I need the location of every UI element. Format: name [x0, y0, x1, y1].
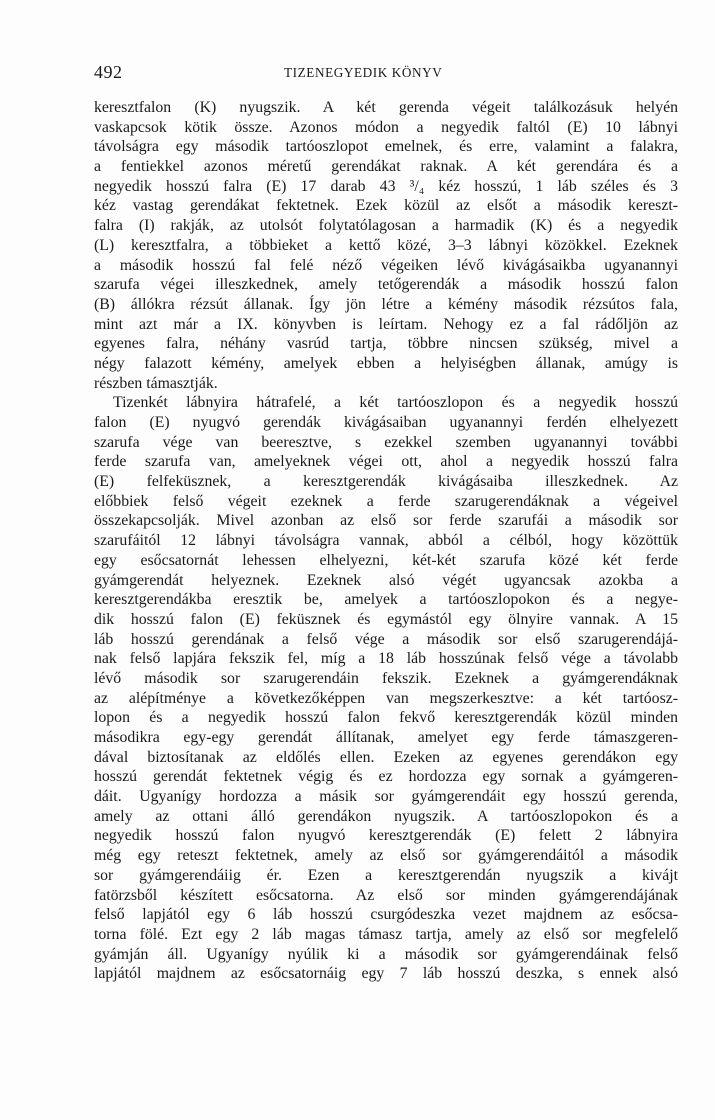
text-line: távolságra egy második tartóoszlopot emelnek, és erre, valamint a falakra, [94, 138, 678, 156]
text-line: ferde szarufa van, amelyeknek végei ott, ahol a negyedik hosszú falra [94, 453, 678, 471]
book-title: TIZENEGYEDIK KÖNYV [284, 65, 443, 80]
text-line: (L) keresztfalra, a többieket a kettő közé, 3–3 lábnyi közökkel. Ezeknek [94, 236, 678, 254]
text-line: összekapcsolják. Mivel azonban az első sor ferde szarufái a második sor [94, 512, 678, 530]
text-line: dával biztosítanak az eldőlés ellen. Ezeken az egyenes gerendákon egy [94, 748, 678, 766]
text-line: szarufáitól 12 lábnyi távolságra vannak, abból a célból, hogy közöttük [94, 532, 678, 550]
text-line: negyedik hosszú falon nyugvó keresztgerendák (E) felett 2 lábnyira [94, 827, 678, 845]
text-line: sor gyámgerendáiig ér. Ezen a keresztgerendán nyugszik a kivájt [94, 866, 678, 884]
text-line: szarufa vége van beeresztve, s ezekkel szemben ugyanannyi további [94, 433, 678, 451]
body-text [94, 98, 678, 984]
text-line: felső lapjától egy 6 láb hosszú csurgódeszka vezet majdnem az esőcsa- [94, 906, 678, 924]
text-line: a fentiekkel azonos méretű gerendákat raknak. A két gerendára és a [94, 158, 678, 176]
text-line: Tizenkét lábnyira hátrafelé, a két tartóoszlopon és a negyedik hosszú [113, 394, 678, 412]
text-line: lopon és a negyedik hosszú falon fekvő keresztgerendák közül minden [94, 709, 678, 727]
text-line: dik hosszú falon (E) feküsznek és egymástól egy ölnyire vannak. A 15 [94, 610, 678, 628]
text-line: kéz vastag gerendákat fektetnek. Ezek közül az elsőt a második kereszt- [94, 197, 678, 215]
text-line: (E) felfeküsznek, a keresztgerendák kivágásaiba illeszkednek. Az [94, 473, 678, 491]
text-line: egy esőcsatornát lehessen elhelyezni, két-két szarufa közé két ferde [94, 551, 678, 569]
text-line: nak felső lapjára fekszik fel, míg a 18 láb hosszúnak felső vége a távolabb [94, 650, 678, 668]
running-head [94, 62, 678, 86]
text-line: hosszú gerendát fektetnek végig és ez hordozza egy sornak a gyámgeren- [94, 768, 678, 786]
page-number: 492 [94, 62, 123, 82]
text-line: fatörzsből készített esőcsatorna. Az első sor minden gyámgerendájának [94, 886, 678, 904]
text-line: amely az ottani álló gerendákon nyugszik. A tartóoszlopokon és a [94, 807, 678, 825]
text-line: a második hosszú fal felé néző végeiken lévő kivágásaikba ugyanannyi [94, 256, 678, 274]
text-line: gyámján áll. Ugyanígy nyúlik ki a második sor gyámgerendáinak felső [94, 945, 678, 963]
text-line: mint azt már a IX. könyvben is leírtam. Nehogy ez a fal rádőljön az [94, 315, 678, 333]
text-line: láb hosszú gerendának a felső vége a második sor első szarugerendájá- [94, 630, 678, 648]
text-line: másodikra egy-egy gerendát állítanak, amelyet egy ferde támaszgeren- [94, 729, 678, 746]
text-line: lévő második sor szarugerendáin fekszik. Ezeknek a gyámgerendáknak [94, 669, 678, 687]
text-line: keresztfalon (K) nyugszik. A két gerenda végeit találkozásuk helyén [94, 99, 678, 116]
text-line: gyámgerendát helyeznek. Ezeknek alsó végét ugyancsak azokba a [94, 571, 678, 589]
text-line: keresztgerendákba eresztik be, amelyek a tartóoszlopokon és a negye- [94, 591, 678, 609]
text-line: negyedik hosszú falra (E) 17 darab 43 ³/₄ kéz hosszú, 1 láb széles és 3 [94, 177, 678, 195]
text-line: (B) állókra rézsút állanak. Így jön létre a kémény második rézsútos fala, [94, 295, 678, 313]
text-line: lapjától majdnem az esőcsatornáig egy 7 láb hosszú deszka, s ennek alsó [94, 965, 678, 983]
text-line: falon (E) nyugvó gerendák kivágásaiban ugyanannyi ferdén elhelyezett [94, 414, 678, 431]
text-line: szarufa végei illeszkednek, amely tetőgerendák a második hosszú falon [94, 276, 678, 294]
text-line: torna fölé. Ezt egy 2 láb magas támasz tartja, amely az első sor megfelelő [94, 925, 678, 943]
text-line: vaskapcsok kötik össze. Azonos módon a negyedik faltól (E) 10 lábnyi [94, 118, 678, 136]
text-line: négy falazott kémény, amelyek ebben a helyiségben állanak, amúgy is [94, 354, 678, 372]
text-line: dáit. Ugyanígy hordozza a másik sor gyámgerendáit egy hosszú gerenda, [94, 788, 678, 806]
text-line: előbbiek felső végeit ezeknek a ferde szarugerendáknak a végeivel [94, 492, 678, 510]
text-line: az alépítménye a következőképpen van megszerkesztve: a két tartóosz- [94, 689, 678, 707]
text-line: még egy reteszt fektetnek, amely az első sor gyámgerendáitól a második [94, 847, 678, 865]
text-line: részben támasztják. [94, 374, 218, 392]
text-line: egyenes falra, néhány vasrúd tartja, többre nincsen szükség, mivel a [94, 335, 678, 353]
text-line: falra (I) rakják, az utolsót folytatólagosan a harmadik (K) és a negyedik [94, 217, 678, 235]
